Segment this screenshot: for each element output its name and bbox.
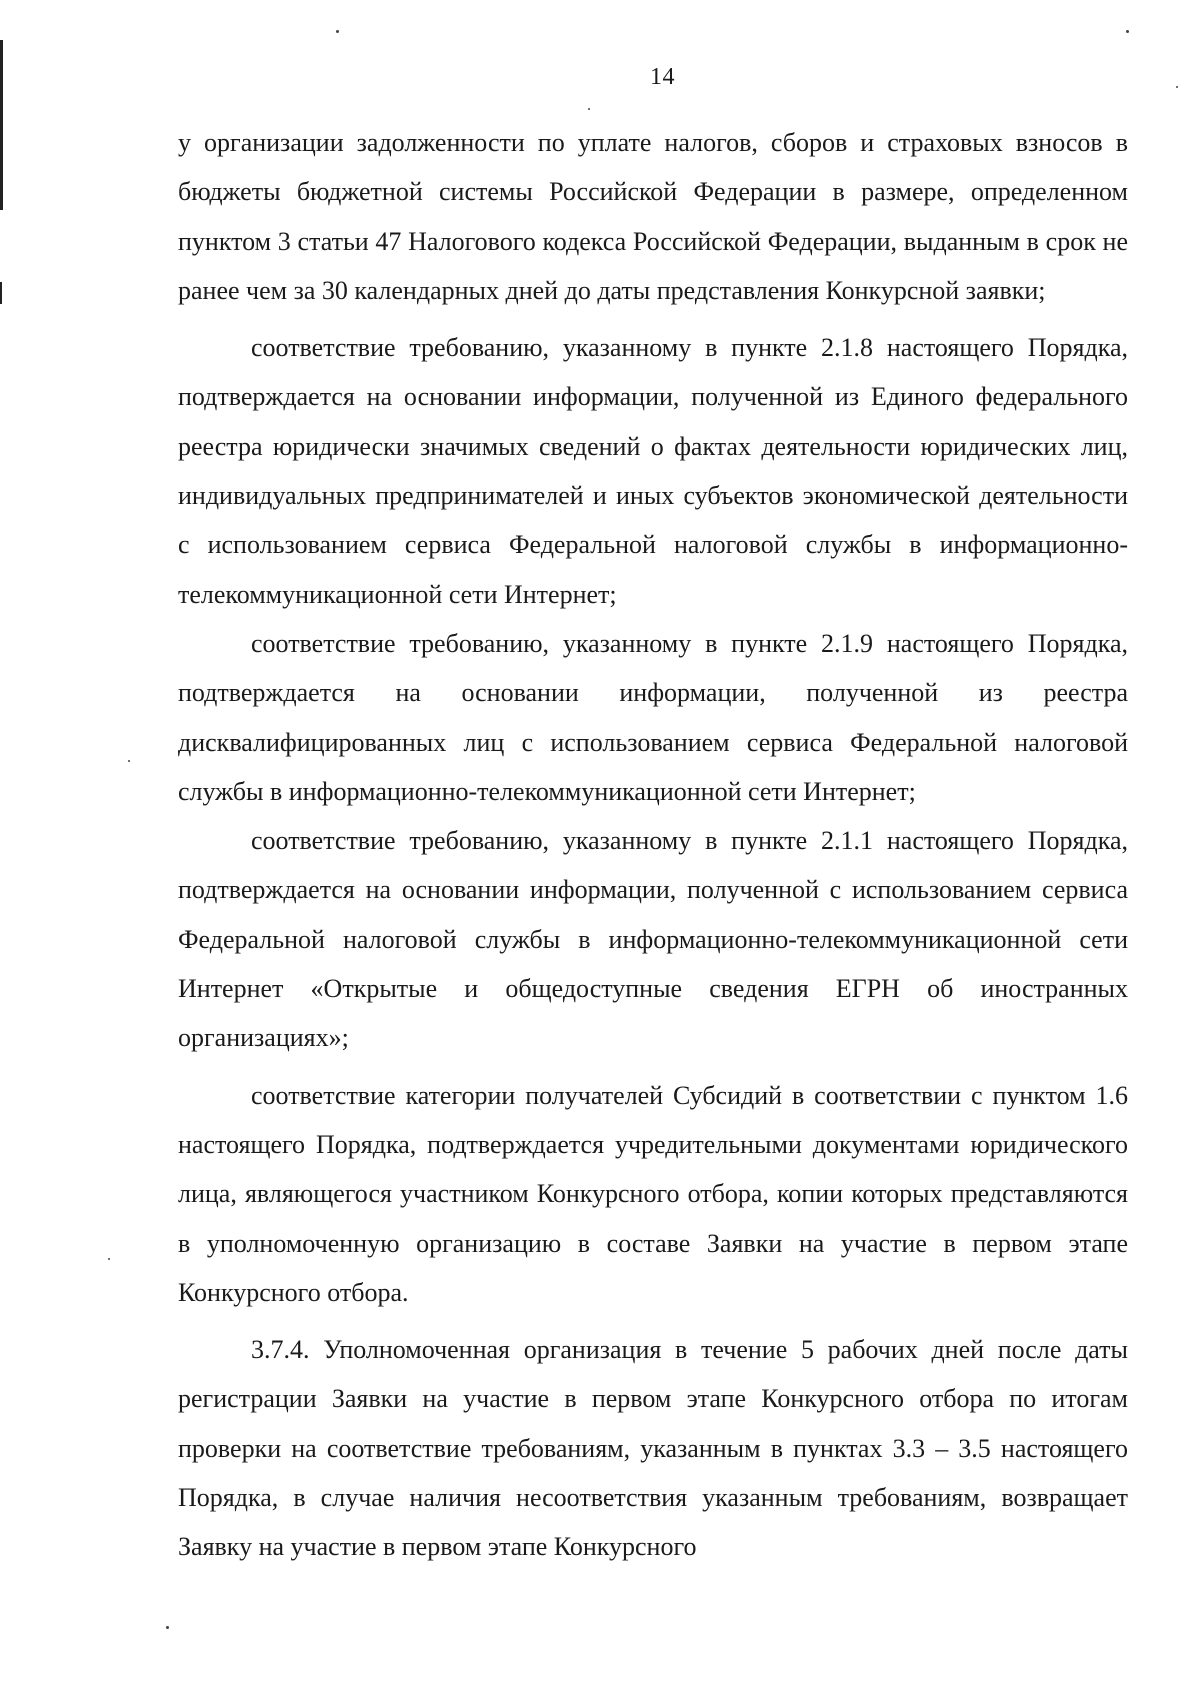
page-number: 14	[650, 64, 675, 90]
paragraph-section-3-7-4: 3.7.4. Уполномоченная организация в течение 5 рабочих дней после даты регистрации Заявки на участие в первом этапе Конкурсного отбора по итогам проверки на соответствие требованиям, указанным в пунктах 3.3 – 3.5 настоящего Порядка, в случае наличия несоответствия указанным требованиям, возвращает Заявку на участие в первом этапе Конкурсного	[178, 1335, 1128, 1562]
paragraph-tax-debt: у организации задолженности по уплате налогов, сборов и страховых взносов в бюджеты бюджетной системы Российской Федерации в размере, определенном пунктом 3 статьи 47 Налогового кодекса Российской Федерации, выданным в срок не ранее чем за 30 календарных дней до даты представления Конкурсной заявки;	[178, 128, 1128, 305]
scan-speck	[128, 760, 130, 762]
paragraph-recipient-category: соответствие категории получателей Субсидий в соответствии с пунктом 1.6 настоящего Порядка, подтверждается учредительными документами юридического лица, являющегося участником Конкурсного отбора, копии которых представляются в уполномоченную организацию в составе Заявки на участие в первом этапе Конкурсного отбора.	[178, 1080, 1128, 1307]
scan-speck	[1126, 30, 1129, 33]
paragraph-requirement-2-1-9: соответствие требованию, указанному в пункте 2.1.9 настоящего Порядка, подтверждается на основании информации, полученной из реестра дисквалифицированных лиц с использованием сервиса Федеральной налоговой службы в информационно-телекоммуникационной сети Интернет;	[178, 628, 1128, 806]
paragraph-requirement-2-1-8: соответствие требованию, указанному в пункте 2.1.8 настоящего Порядка, подтверждается на основании информации, полученной из Единого федерального реестра юридически значимых сведений о фактах деятельности юридических лиц, индивидуальных предпринимателей и иных субъектов экономической деятельности с использованием сервиса Федеральной налоговой службы в информационно-телекоммуникационной сети Интернет;	[178, 333, 1128, 609]
scan-speck	[108, 1258, 110, 1260]
scan-edge-mark	[0, 282, 2, 304]
body-text	[178, 118, 1128, 1572]
scan-speck	[166, 1626, 169, 1629]
paragraph-requirement-2-1-1: соответствие требованию, указанному в пункте 2.1.1 настоящего Порядка, подтверждается на основании информации, полученной с использованием сервиса Федеральной налоговой службы в информационно-телекоммуникационной сети Интернет «Открытые и общедоступные сведения ЕГРН об иностранных организациях»;	[178, 826, 1128, 1053]
scan-speck	[588, 108, 590, 110]
scan-speck	[336, 30, 339, 33]
